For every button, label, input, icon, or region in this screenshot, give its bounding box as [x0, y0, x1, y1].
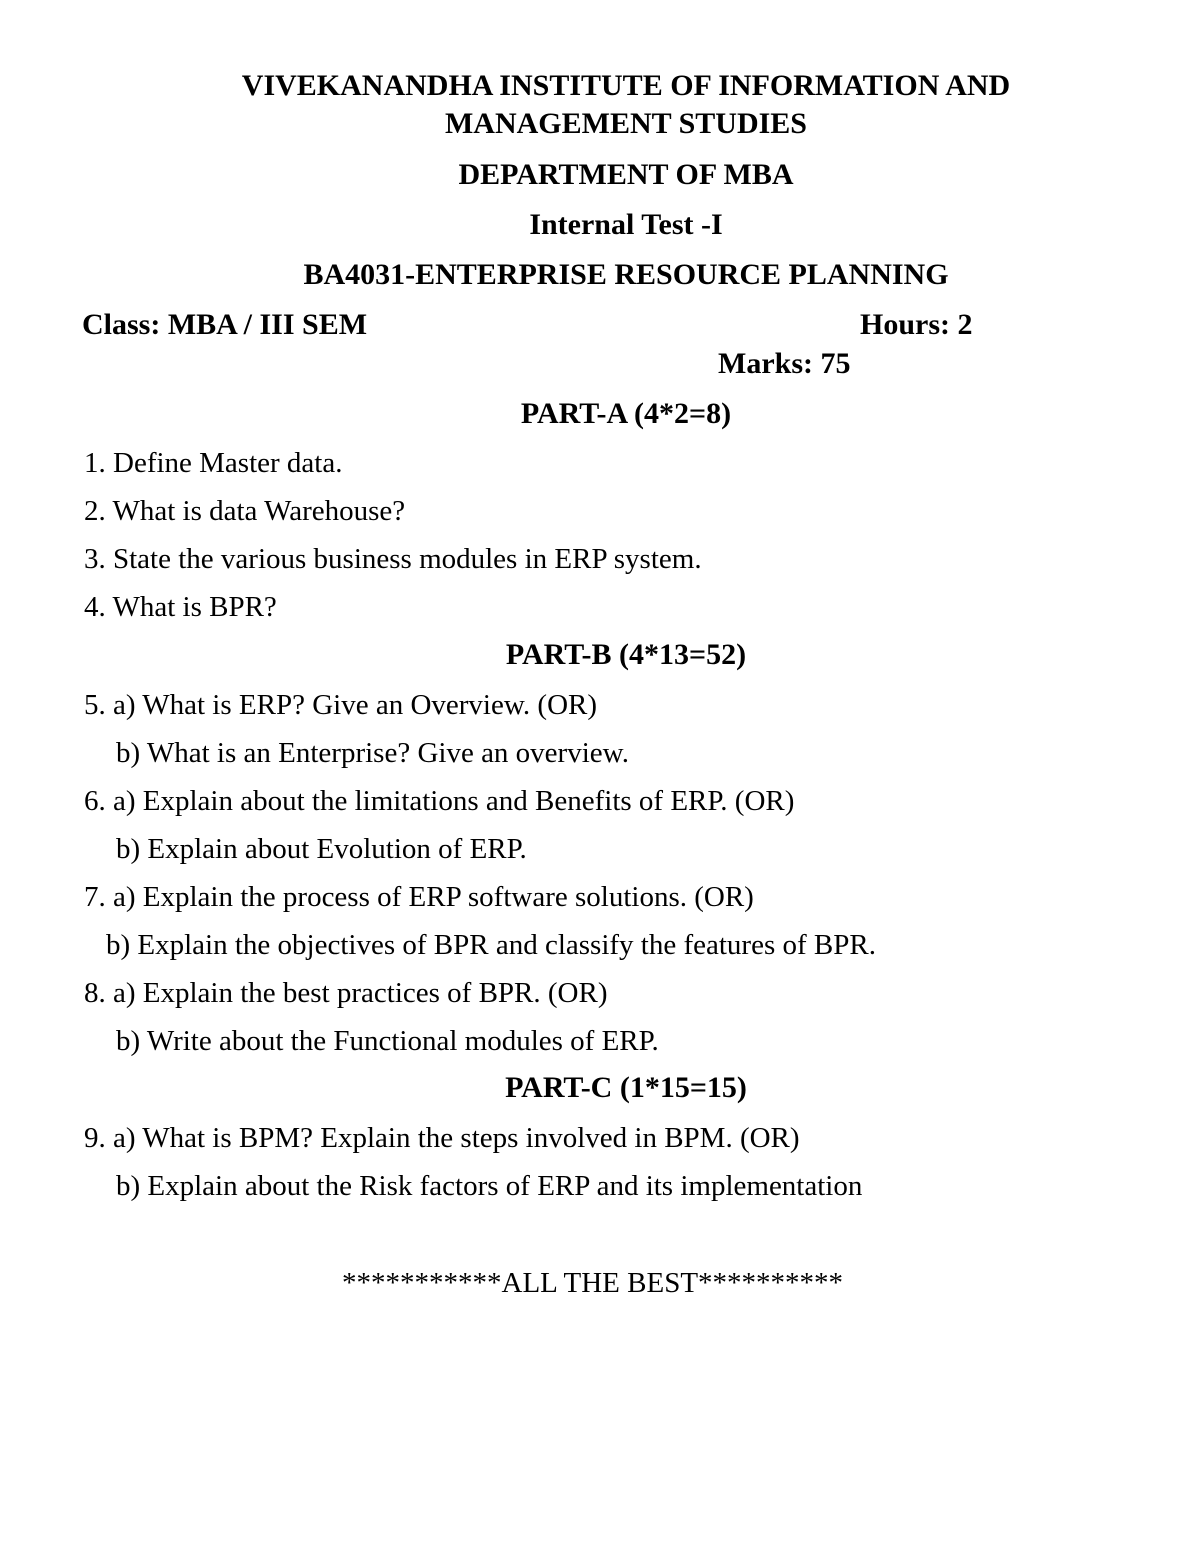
question-3: 3. State the various business modules in ERP system.: [84, 543, 702, 575]
question-8b: b) Write about the Functional modules of ERP.: [116, 1025, 659, 1057]
test-title: Internal Test -I: [529, 208, 723, 241]
question-6a: 6. a) Explain about the limitations and Benefits of ERP. (OR): [84, 785, 795, 817]
part-c-heading: PART-C (1*15=15): [505, 1071, 747, 1104]
question-9a: 9. a) What is BPM? Explain the steps involved in BPM. (OR): [84, 1122, 800, 1154]
question-5b: b) What is an Enterprise? Give an overview.: [116, 737, 629, 769]
hours-info: Hours: 2: [860, 308, 973, 341]
class-info: Class: MBA / III SEM: [82, 308, 368, 341]
question-7a: 7. a) Explain the process of ERP software solutions. (OR): [84, 881, 754, 913]
marks-info: Marks: 75: [718, 347, 851, 380]
question-9b: b) Explain about the Risk factors of ERP and its implementation: [116, 1170, 863, 1202]
course-title: BA4031-ENTERPRISE RESOURCE PLANNING: [303, 258, 949, 291]
question-8a: 8. a) Explain the best practices of BPR. (OR): [84, 977, 608, 1009]
question-1: 1. Define Master data.: [84, 447, 343, 479]
institute-name-line1: VIVEKANANDHA INSTITUTE OF INFORMATION AND: [241, 69, 1011, 102]
question-2: 2. What is data Warehouse?: [84, 495, 406, 527]
question-7b: b) Explain the objectives of BPR and classify the features of BPR.: [106, 929, 876, 961]
question-5a: 5. a) What is ERP? Give an Overview. (OR): [84, 689, 598, 721]
closing-message: ***********ALL THE BEST**********: [342, 1267, 844, 1299]
department-title: DEPARTMENT OF MBA: [458, 158, 794, 191]
part-b-heading: PART-B (4*13=52): [505, 638, 747, 671]
institute-name-line2: MANAGEMENT STUDIES: [444, 107, 807, 140]
question-4: 4. What is BPR?: [84, 591, 277, 623]
question-6b: b) Explain about Evolution of ERP.: [116, 833, 527, 865]
part-a-heading: PART-A (4*2=8): [520, 397, 732, 430]
